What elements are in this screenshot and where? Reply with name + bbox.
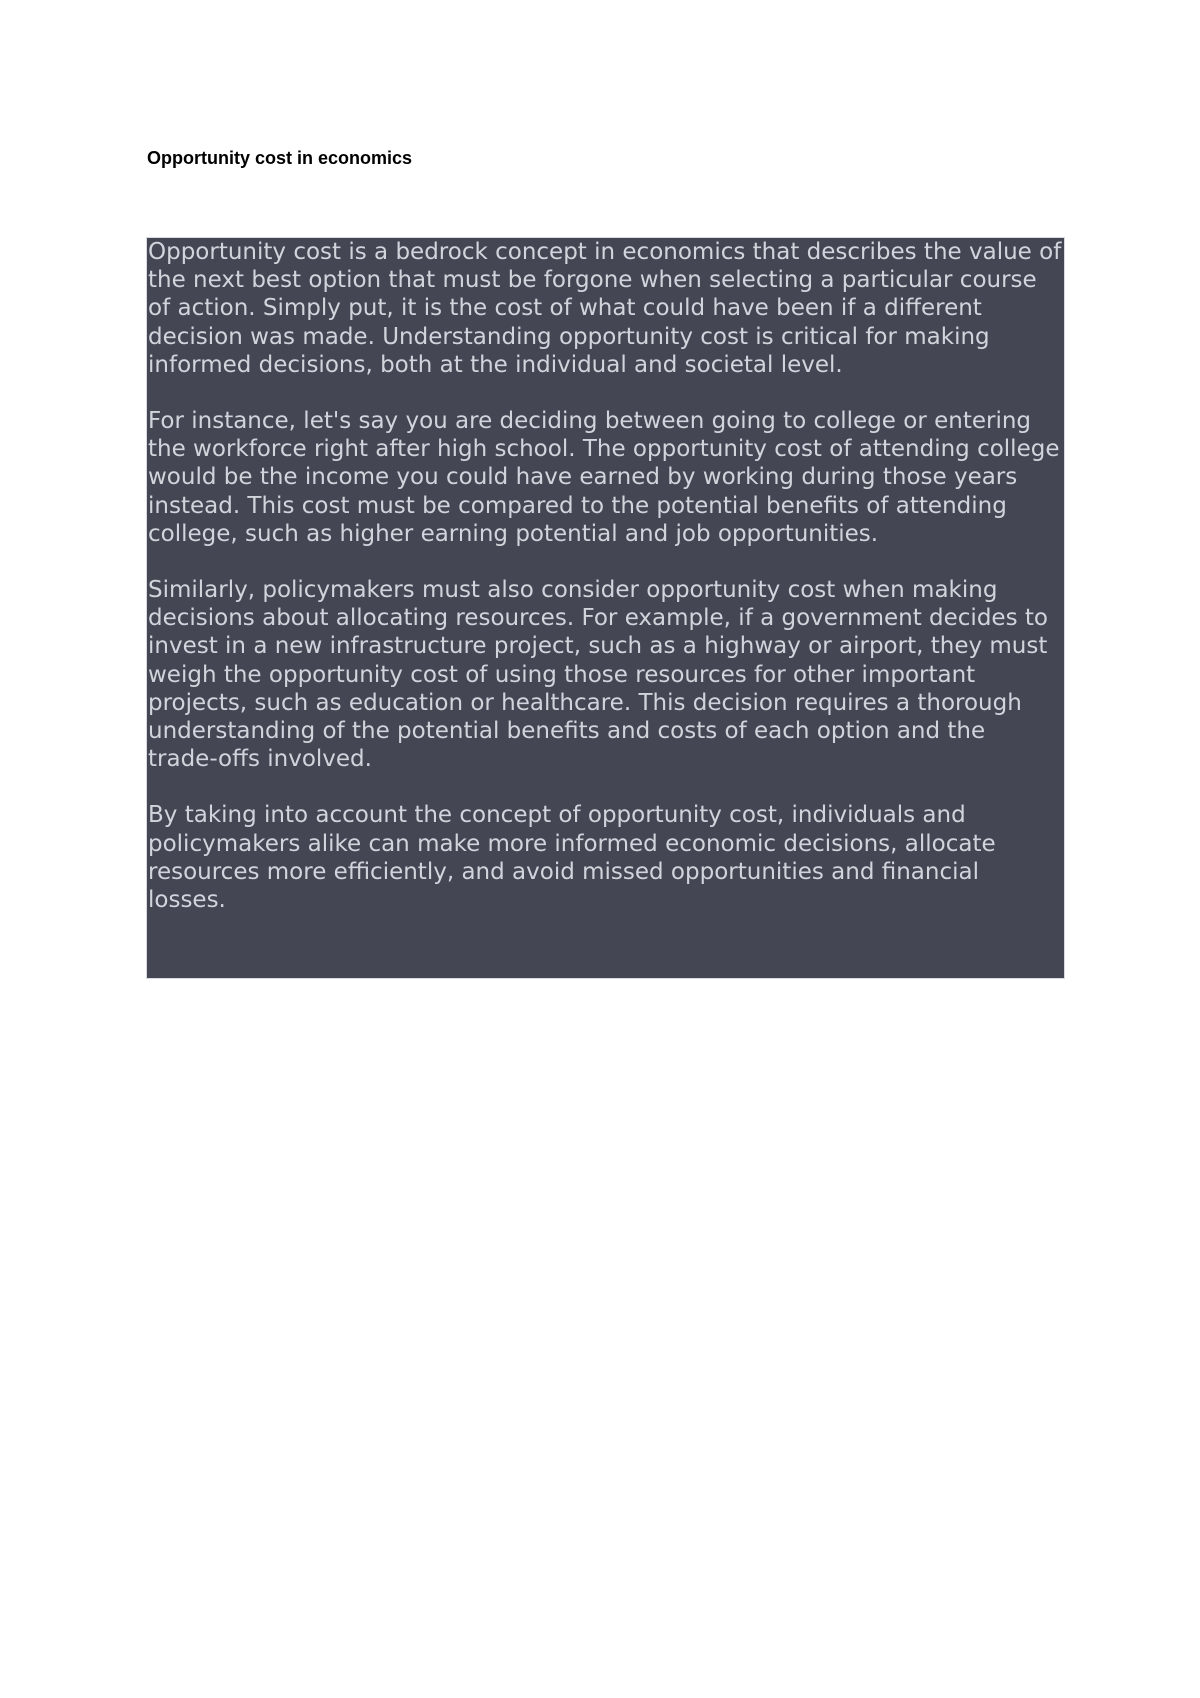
page-title: Opportunity cost in economics bbox=[147, 148, 413, 168]
paragraph-3: Similarly, policymakers must also consider opportunity cost when making decisions about allocating resources. For example, if a government decides to invest in a new infrastructure project, such as a highway or airport, they must weigh the opportunity cost of using those resources for other important projects, such as education or healthcare. This decision requires a thorough understanding of the potential benefits and costs of each option and the trade-offs involved. bbox=[148, 577, 1048, 773]
paragraph-4: By taking into account the concept of opportunity cost, individuals and policymakers alike can make more informed economic decisions, allocate resources more efficiently, and avoid missed opportunities and financial losses. bbox=[148, 802, 996, 914]
text-block bbox=[146, 237, 1065, 979]
paragraph-2: For instance, let's say you are deciding between going to college or entering the workforce right after high school. The opportunity cost of attending college would be the income you could have earned by working during those years instead. This cost must be compared to the potential benefits of attending college, such as higher earning potential and job opportunities. bbox=[148, 408, 1060, 547]
paragraph-1: Opportunity cost is a bedrock concept in economics that describes the value of the next best option that must be forgone when selecting a particular course of action. Simply put, it is the cost of what could have been if a different decision was made. Understanding opportunity cost is critical for making informed decisions, both at the individual and societal level. bbox=[148, 239, 1062, 378]
